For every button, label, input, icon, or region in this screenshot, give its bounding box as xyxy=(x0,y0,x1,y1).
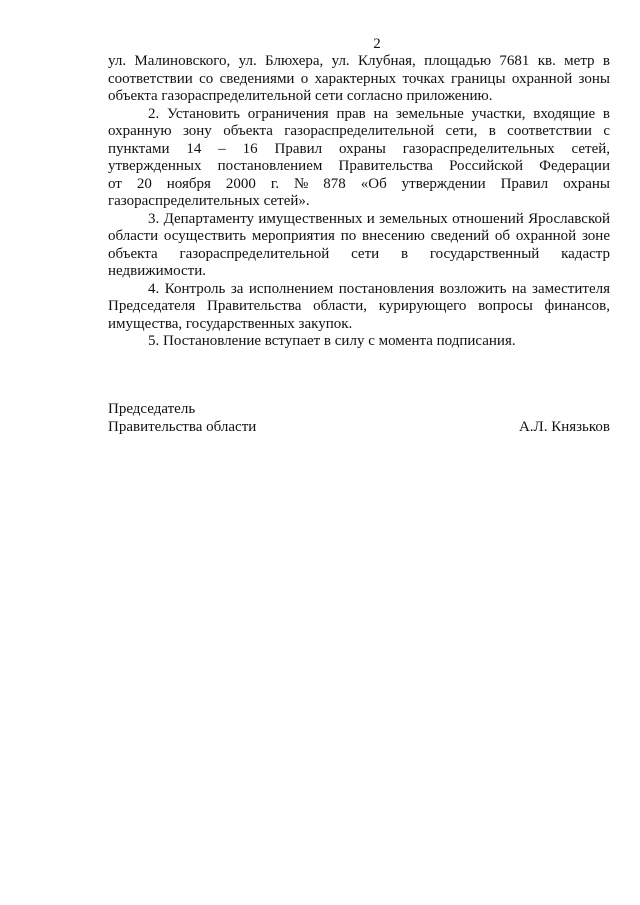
signature-block xyxy=(108,401,610,436)
text-line: области осуществить мероприятия по внесению сведений об охранной зоне xyxy=(108,228,610,244)
text-line: ул. Малиновского, ул. Блюхера, ул. Клубная, площадью 7681 кв. метр в xyxy=(108,53,610,69)
signature-name: А.Л. Князьков xyxy=(518,418,610,435)
paragraph-2 xyxy=(108,106,610,211)
text-line: соответствии со сведениями о характерных точках границы охранной зоны xyxy=(108,70,610,87)
paragraph-4 xyxy=(108,281,610,334)
signature-title-line: Правительства области xyxy=(108,418,257,435)
signature-title-line: Председатель xyxy=(108,401,196,417)
signature-row xyxy=(108,419,610,437)
text-line: имущества, государственных закупок. xyxy=(108,315,353,332)
paragraph-3 xyxy=(108,211,610,281)
text-line: объекта газораспределительной сети в государственный кадастр xyxy=(108,245,610,262)
text-line: недвижимости. xyxy=(108,263,206,279)
text-line: 3. Департаменту имущественных и земельных отношений Ярославской xyxy=(148,210,610,227)
paragraph-1 xyxy=(108,53,610,106)
text-line: охранную зону объекта газораспределительной сети, в соответствии с xyxy=(108,123,610,139)
document-body xyxy=(108,53,610,351)
paragraph-5 xyxy=(108,333,610,351)
text-line: Председателя Правительства области, курирующего вопросы финансов, xyxy=(108,298,610,314)
text-line: газораспределительных сетей». xyxy=(108,193,310,209)
text-line: от 20 ноября 2000 г. № 878 «Об утверждении Правил охраны xyxy=(108,175,610,192)
page-number: 2 xyxy=(373,36,381,52)
text-line: объекта газораспределительной сети согласно приложению. xyxy=(108,88,493,104)
text-line: 2. Установить ограничения прав на земельные участки, входящие в xyxy=(148,105,610,122)
text-line: утвержденных постановлением Правительства Российской Федерации xyxy=(108,158,610,174)
text-line: пунктами 14 – 16 Правил охраны газораспределительных сетей, xyxy=(108,140,610,157)
text-line: 4. Контроль за исполнением постановления возложить на заместителя xyxy=(148,280,610,297)
text-line: 5. Постановление вступает в силу с момента подписания. xyxy=(148,333,516,349)
